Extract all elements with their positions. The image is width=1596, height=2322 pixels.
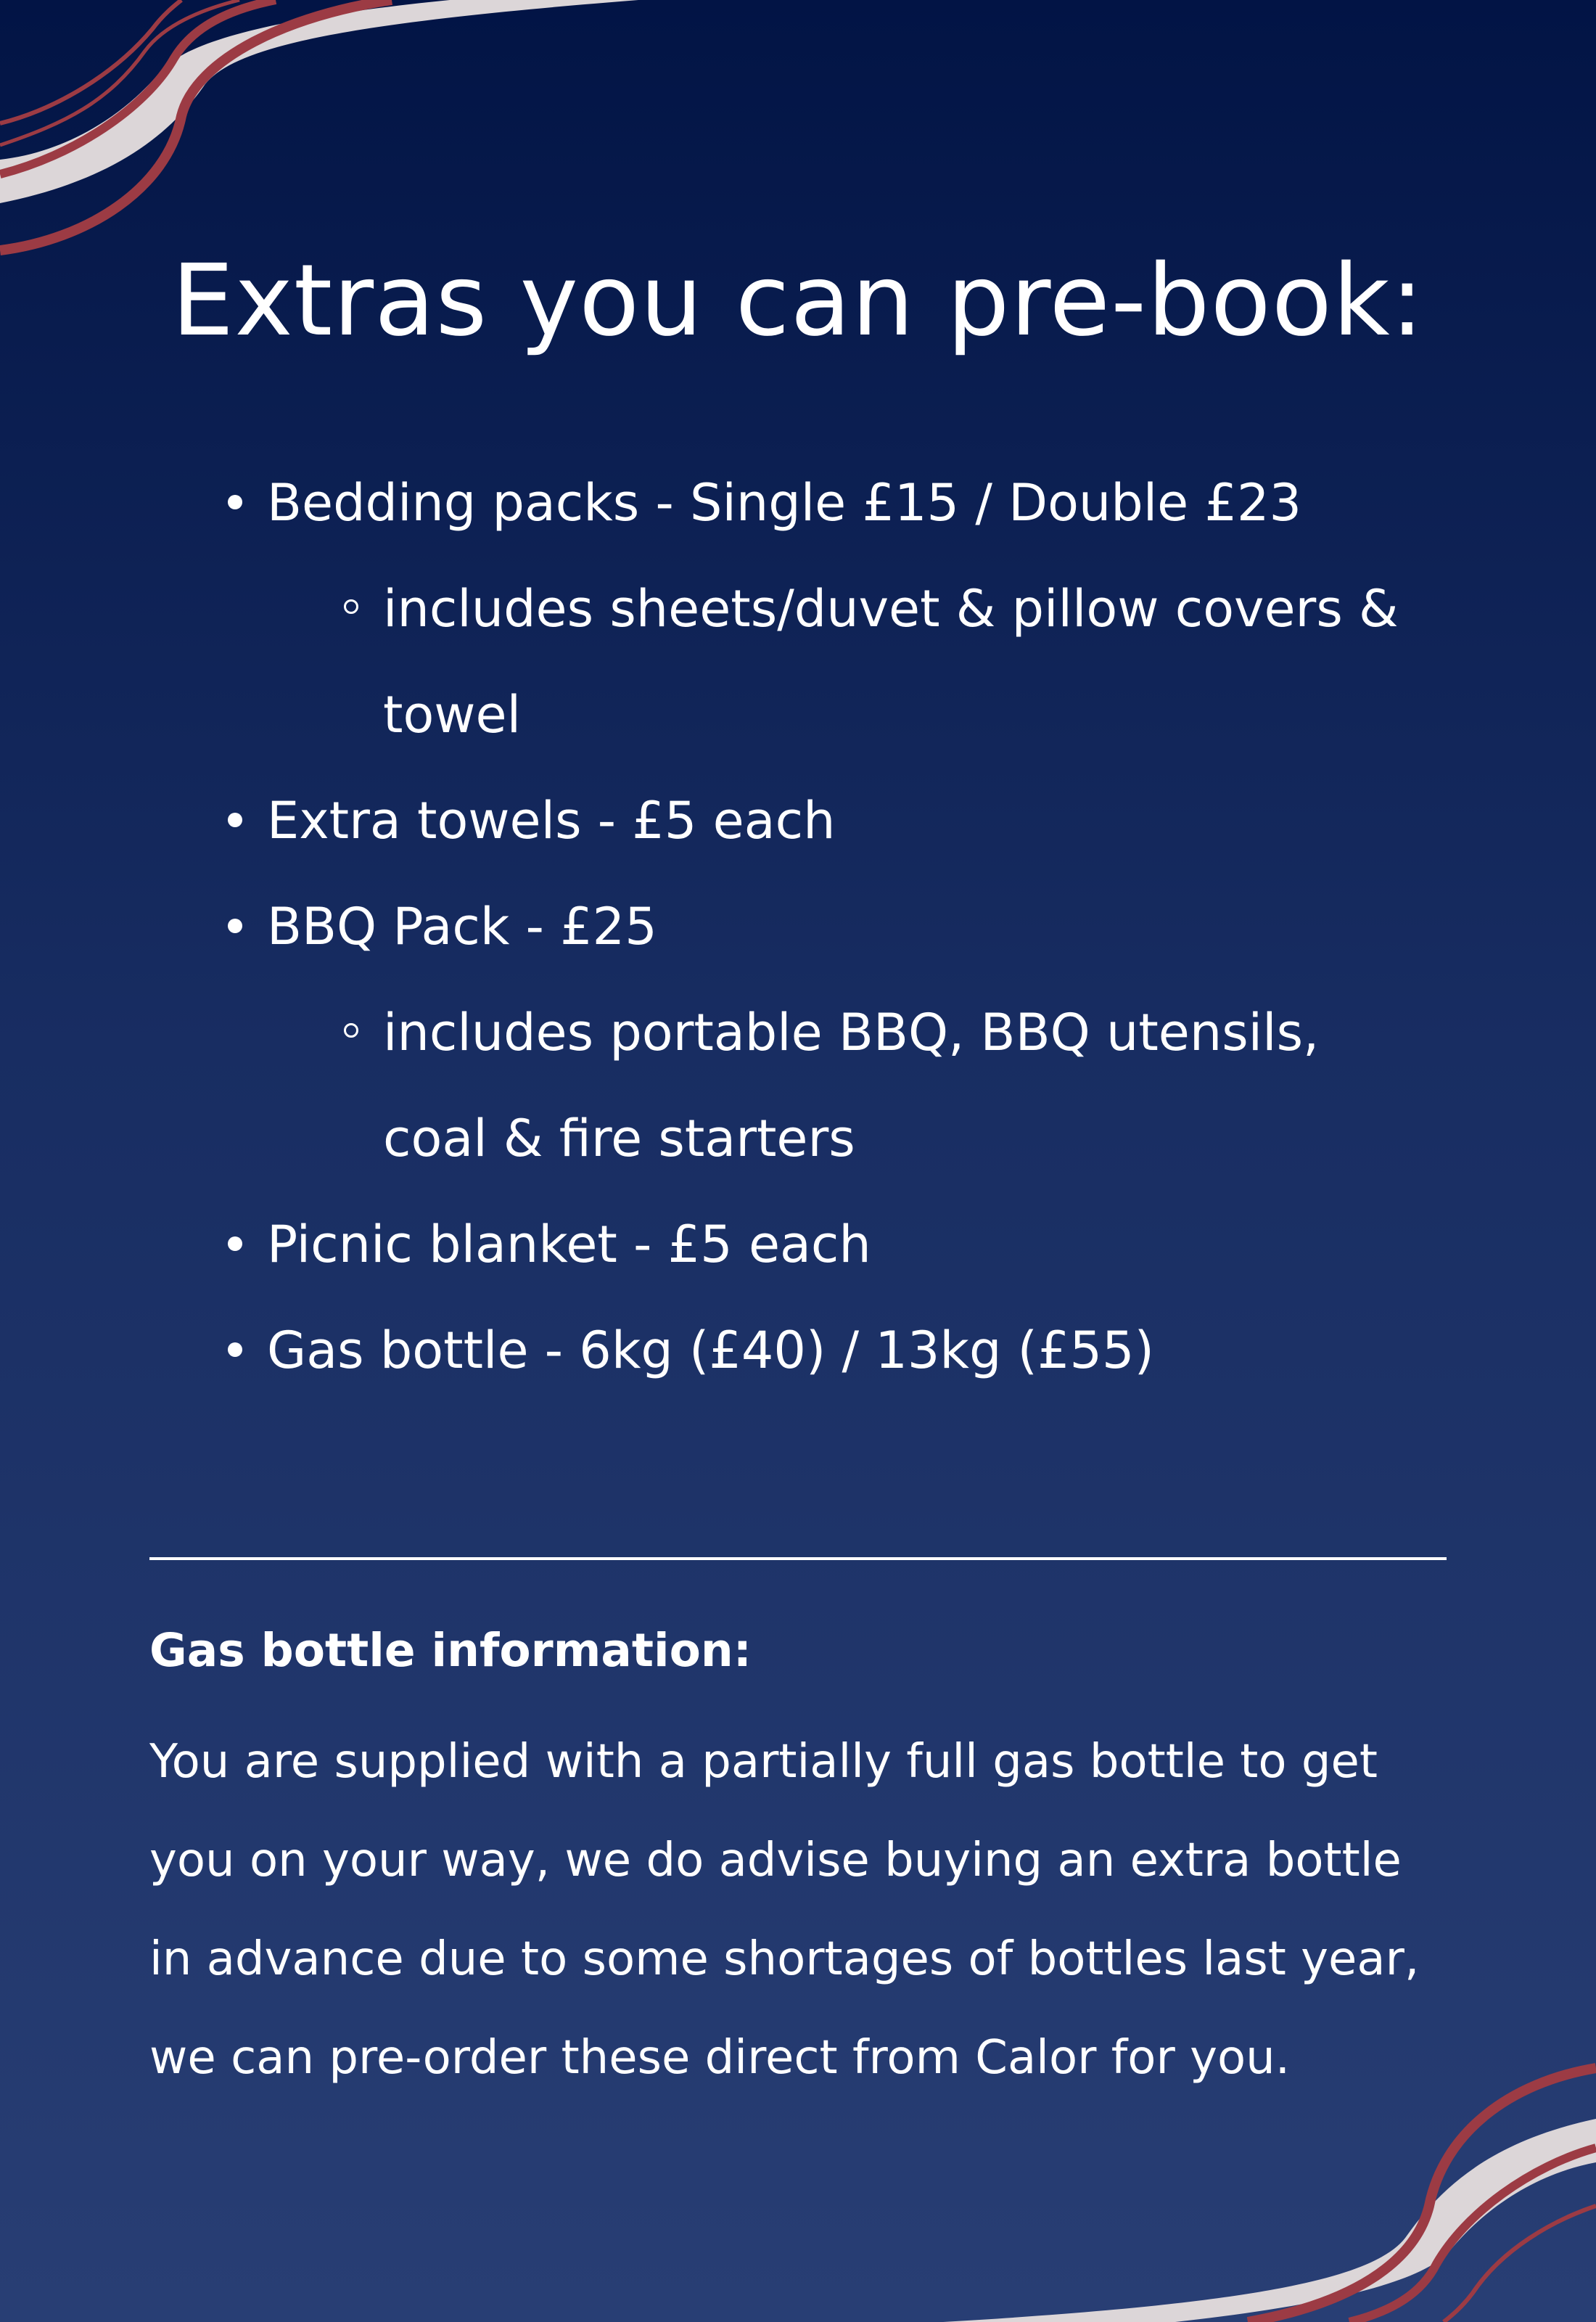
list-item (0, 874, 1596, 980)
sub-list-item-text: includes portable BBQ, BBQ utensils, (383, 1003, 1320, 1062)
list-item-text: Gas bottle - 6kg (£40) / 13kg (£55) (267, 1321, 1154, 1380)
list-item (0, 1297, 1596, 1403)
sub-list-item (0, 980, 1596, 1086)
list-item (0, 1191, 1596, 1297)
gas-info-line: You are supplied with a partially full gas bottle to get (149, 1735, 1378, 1789)
bullet-icon (228, 1342, 242, 1357)
list-item (0, 450, 1596, 556)
sub-list-item-text: includes sheets/duvet & pillow covers & (383, 579, 1399, 639)
gas-info-body (149, 1712, 1419, 2107)
hollow-bullet-icon (344, 1023, 358, 1038)
sub-list-item-text: coal & fire starters (383, 1109, 855, 1168)
section-divider (149, 1557, 1447, 1560)
list-item-text: BBQ Pack - £25 (267, 897, 657, 956)
bullet-icon (228, 813, 242, 827)
bullet-icon (228, 919, 242, 933)
list-item-text: Extra towels - £5 each (267, 791, 836, 850)
extras-list (0, 450, 1596, 1403)
gas-info-line: we can pre-order these direct from Calor for you. (149, 2031, 1291, 2085)
gas-info-heading: Gas bottle information: (149, 1624, 752, 1677)
list-item-text: Picnic blanket - £5 each (267, 1215, 871, 1274)
gas-info-line: you on your way, we do advise buying an extra bottle (149, 1834, 1402, 1887)
sub-list-item-continuation (0, 662, 1596, 768)
bullet-icon (228, 1236, 242, 1251)
gas-info-line: in advance due to some shortages of bottles last year, (149, 1932, 1420, 1986)
sub-list-item-text: towel (383, 685, 522, 744)
hollow-bullet-icon (344, 599, 358, 614)
sub-list-item (0, 556, 1596, 662)
bullet-icon (228, 495, 242, 509)
list-item-text: Bedding packs - Single £15 / Double £23 (267, 473, 1302, 533)
list-item (0, 768, 1596, 874)
page-title: Extras you can pre-book: (171, 244, 1425, 359)
sub-list-item-continuation (0, 1086, 1596, 1191)
